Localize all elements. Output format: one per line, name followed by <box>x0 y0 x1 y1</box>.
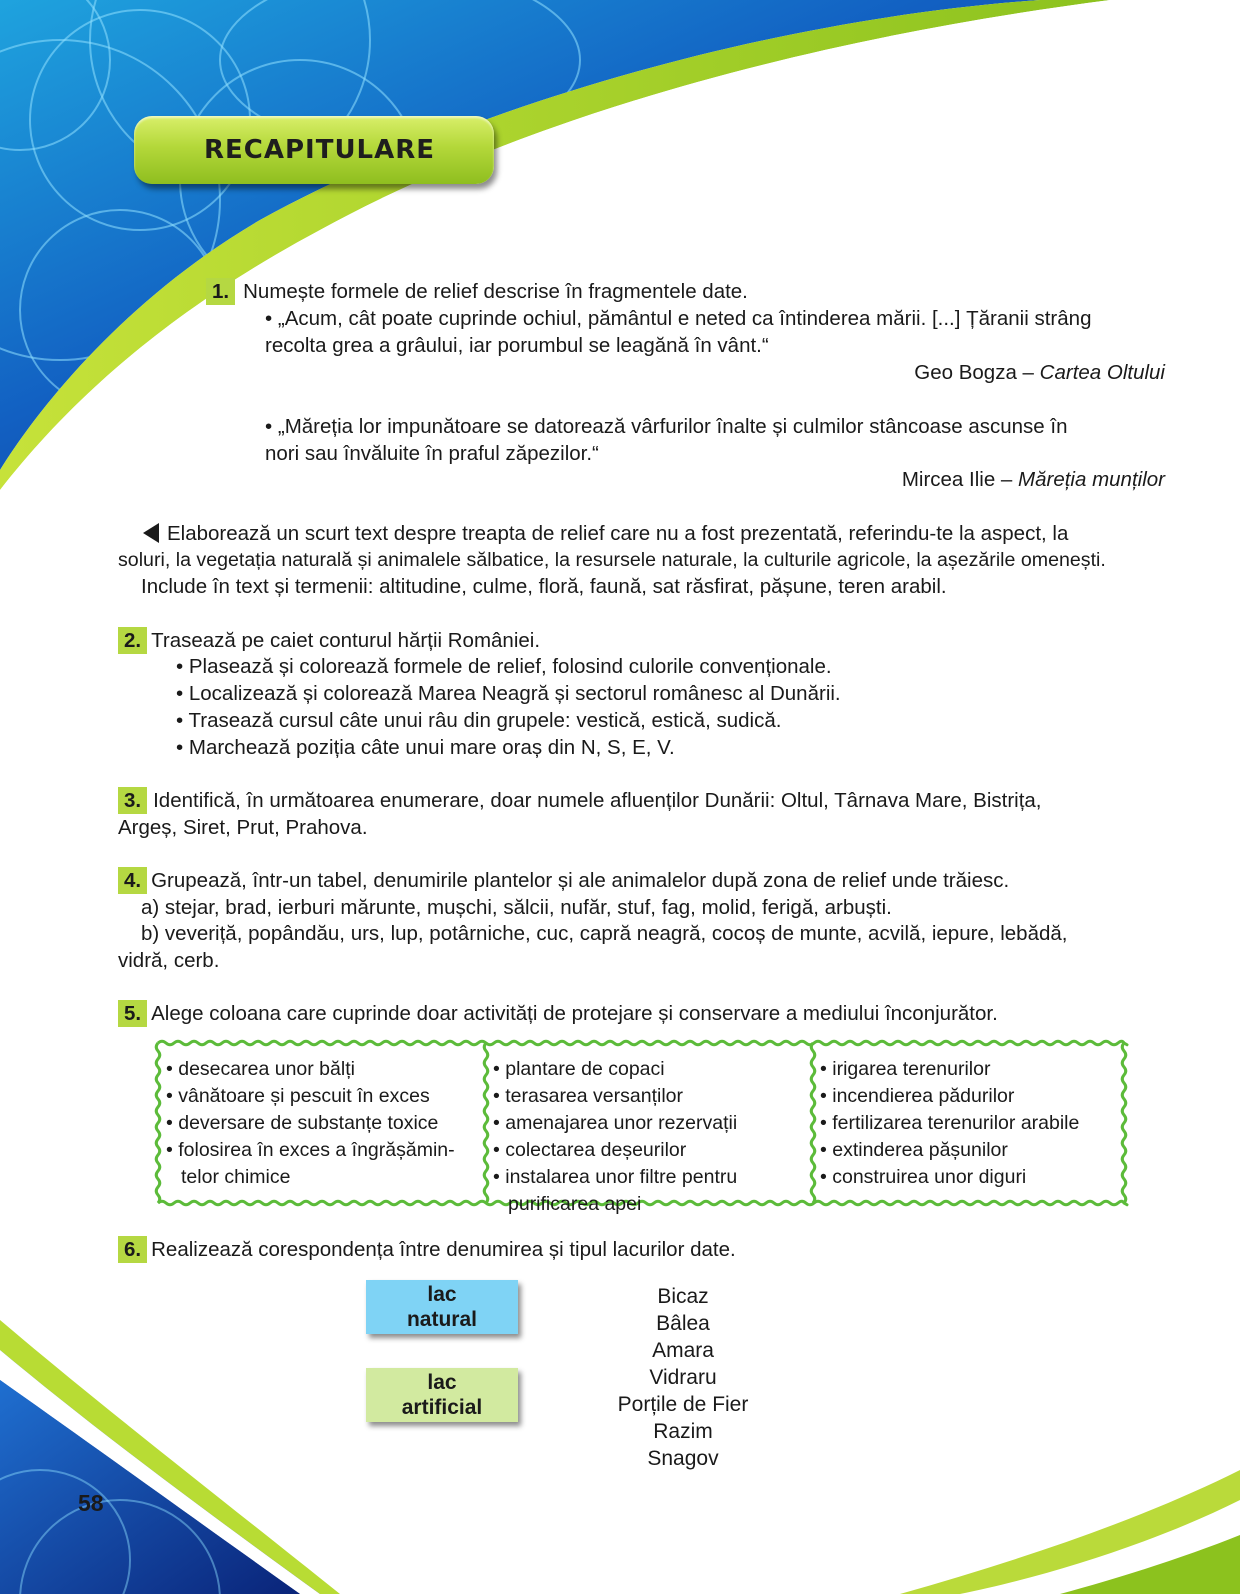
column-3-item: • irigarea terenurilor <box>820 1058 991 1080</box>
exercise-1-number: 1. <box>206 278 235 305</box>
lake-name: Porțile de Fier <box>617 1393 749 1416</box>
exercise-3-line-1: 3. Identifică, în următoarea enumerare, doar numele afluenților Dunării: Oltul, Târnava Mare, Bistrița, <box>118 787 1042 814</box>
exercise-4-prompt: 4. Grupează, într-un tabel, denumirile plantelor și ale animalelor după zona de relief unde trăiesc. <box>118 867 1009 894</box>
exercise-2-bullet-2: • Localizează și colorează Marea Neagră și sectorul românesc al Dunării. <box>176 682 841 705</box>
exercise-3-number: 3. <box>118 787 147 814</box>
exercise-2-prompt: 2. Trasează pe caiet conturul hărții României. <box>118 627 540 654</box>
exercise-2-bullet-4: • Marchează poziția câte unui mare oraș din N, S, E, V. <box>176 736 675 759</box>
exercise-6-prompt: 6. Realizează corespondența între denumirea și tipul lacurilor date. <box>118 1236 736 1263</box>
column-1-item: • desecarea unor bălți <box>166 1058 355 1080</box>
column-3-item: • extinderea pășunilor <box>820 1139 1008 1161</box>
column-1-item: • deversare de substanțe toxice <box>166 1112 439 1134</box>
exercise-5-prompt: 5. Alege coloana care cuprinde doar activități de protejare și conservare a mediului înconjurător. <box>118 1000 998 1027</box>
exercise-4-list-b-line-1: b) veveriță, popândău, urs, lup, potârniche, cuc, capră neagră, cocoș de munte, acvilă, iepure, lebădă, <box>141 922 1068 945</box>
exercise-1-prompt: 1. Numește formele de relief descrise în fragmentele date. <box>206 278 748 305</box>
lake-name: Bâlea <box>656 1312 710 1335</box>
exercise-2-number: 2. <box>118 627 147 654</box>
task-line-2: soluri, la vegetația naturală și animalele sălbatice, la resursele naturale, la culturile agricole, la așezările omenești. <box>118 549 1106 571</box>
quote-2-source: Mircea Ilie – Măreția munților <box>901 468 1165 491</box>
column-2-item: purificarea apei <box>508 1193 642 1215</box>
column-2-item: • instalarea unor filtre pentru <box>493 1166 738 1188</box>
exercise-4-number: 4. <box>118 867 147 894</box>
column-2-item: • colectarea deșeurilor <box>493 1139 687 1161</box>
exercise-4-list-a: a) stejar, brad, ierburi mărunte, mușchi, sălcii, nufăr, stuf, fag, molid, ferigă, arbuști. <box>141 896 892 919</box>
quote-2-line-2: nori sau învăluite în praful zăpezilor.“ <box>265 442 599 465</box>
column-3-item: • construirea unor diguri <box>820 1166 1027 1188</box>
column-2-item: • plantare de copaci <box>493 1058 665 1080</box>
page-number: 58 <box>78 1490 104 1516</box>
column-2-item: • terasarea versanților <box>493 1085 683 1107</box>
exercise-2-bullet-3: • Trasează cursul câte unui râu din grupele: vestică, estică, sudică. <box>176 709 782 732</box>
task-line-3: Include în text și termenii: altitudine, culme, floră, faună, sat răsfirat, pășune, teren arabil. <box>141 575 947 598</box>
exercise-6-number: 6. <box>118 1236 147 1263</box>
exercise-3-line-2: Argeș, Siret, Prut, Prahova. <box>118 816 368 839</box>
exercise-5-column-1 <box>166 1056 455 1191</box>
exercise-5-number: 5. <box>118 1000 147 1027</box>
artificial-lake-box: lac artificial <box>366 1368 518 1422</box>
quote-1-line-1: • „Acum, cât poate cuprinde ochiul, pământul e neted ca întinderea mării. [...] Țăranii strâng <box>265 307 1092 330</box>
exercise-5-column-2 <box>493 1056 737 1218</box>
lake-name: Razim <box>653 1420 713 1443</box>
triangle-pointer-icon <box>143 523 159 543</box>
exercise-5-column-3 <box>820 1056 1079 1191</box>
column-2-item: • amenajarea unor rezervații <box>493 1112 738 1134</box>
column-1-item: telor chimice <box>181 1166 291 1188</box>
lake-name: Snagov <box>647 1447 719 1470</box>
task-line-1: Elaborează un scurt text despre treapta de relief care nu a fost prezentată, referindu-te la aspect, la <box>143 520 1068 547</box>
column-1-item: • folosirea în exces a îngrășămin- <box>166 1139 455 1161</box>
lake-names-list <box>583 1283 783 1472</box>
exercise-2-bullet-1: • Plasează și colorează formele de relief, folosind culorile convenționale. <box>176 655 832 678</box>
column-3-item: • fertilizarea terenurilor arabile <box>820 1112 1080 1134</box>
column-1-item: • vânătoare și pescuit în exces <box>166 1085 430 1107</box>
lake-name: Bicaz <box>657 1285 709 1308</box>
natural-lake-box: lac natural <box>366 1280 518 1334</box>
lake-name: Amara <box>652 1339 714 1362</box>
quote-1-source: Geo Bogza – Cartea Oltului <box>914 361 1165 384</box>
lake-name: Vidraru <box>649 1366 717 1389</box>
column-3-item: • incendierea pădurilor <box>820 1085 1015 1107</box>
section-title: RECAPITULARE <box>204 135 436 165</box>
quote-1-line-2: recolta grea a grâului, iar porumbul se leagănă în vânt.“ <box>265 334 769 357</box>
quote-2-line-1: • „Măreția lor impunătoare se datorează vârfurilor înalte și culmilor stâncoase ascunse în <box>265 415 1068 438</box>
exercise-4-list-b-line-2: vidră, cerb. <box>118 949 220 972</box>
